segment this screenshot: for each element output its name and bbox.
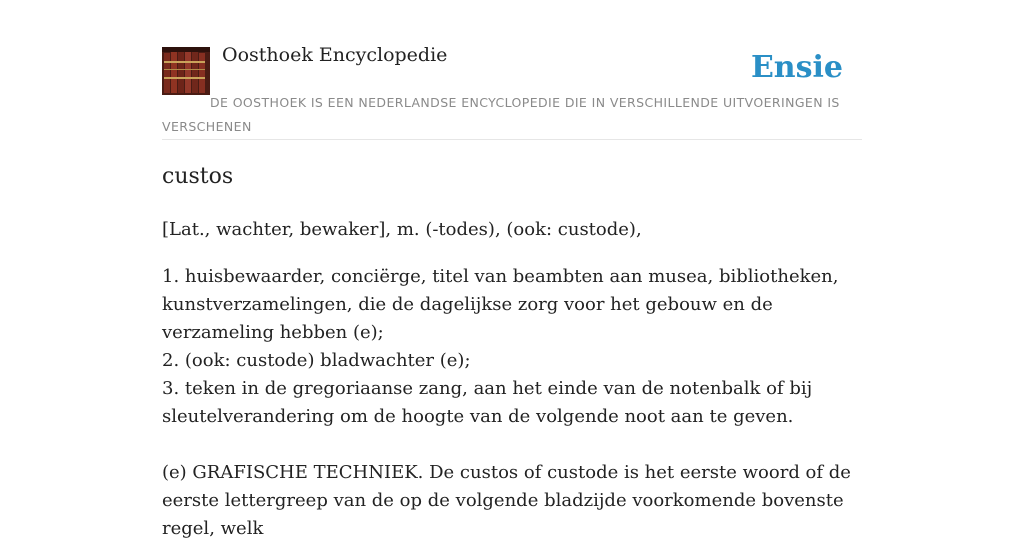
definition-item: 1. huisbewaarder, conciërge, titel van beambten aan musea, bibliotheken, kunstverzamelingen, die de dagelijkse zorg voor het gebouw en de verzameling hebben (e); <box>162 266 839 343</box>
definition-item: 3. teken in de gregoriaanse zang, aan het einde van de notenbalk of bij sleutelverandering om de hoogte van de volgende noot aan te geven. <box>162 378 813 427</box>
definition-item: 2. (ook: custode) bladwachter (e); <box>162 350 471 371</box>
site-header <box>162 0 862 140</box>
content-container <box>162 0 862 539</box>
entry-etymology: [Lat., wachter, bewaker], m. (-todes), (ook: custode), <box>162 219 642 240</box>
site-tagline: DE OOSTHOEK IS EEN NEDERLANDSE ENCYCLOPEDIE DIE IN VERSCHILLENDE UITVOERINGEN IS VERSCHENEN <box>162 95 840 134</box>
entry-note: (e) GRAFISCHE TECHNIEK. De custos of custode is het eerste woord of de eerste lettergreep van de op de volgende bladzijde voorkomende bovenste regel, welk <box>162 462 851 539</box>
encyclopedia-books-avatar[interactable] <box>162 47 210 95</box>
site-title-link[interactable]: Oosthoek Encyclopedie <box>222 44 448 66</box>
brand-logo-link[interactable]: Ensie <box>750 50 843 85</box>
entry-title: custos <box>162 164 234 189</box>
entry-definitions <box>162 263 862 431</box>
